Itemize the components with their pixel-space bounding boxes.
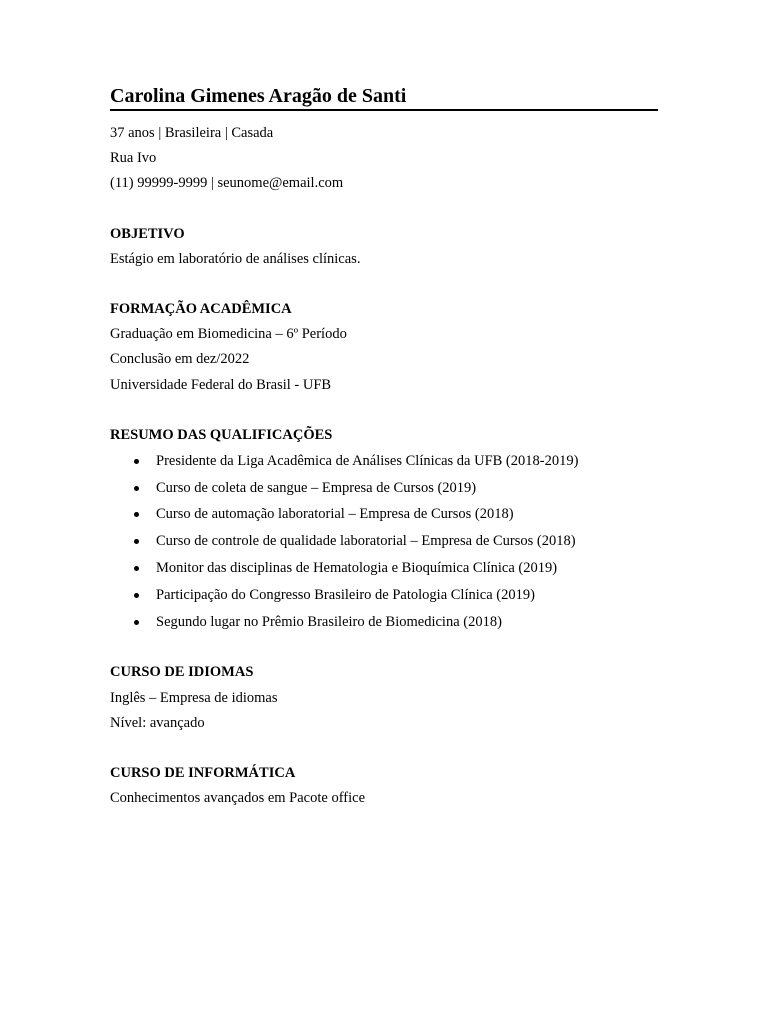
idiomas-line: Inglês – Empresa de idiomas (110, 689, 278, 706)
list-item (110, 475, 658, 502)
informatica-text: Conhecimentos avançados em Pacote office (110, 790, 366, 807)
list-item-text: Curso de coleta de sangue – Empresa de Cursos (2019) (156, 479, 477, 496)
bullet-icon (134, 593, 139, 598)
contact-info: (11) 99999-9999 | seunome@email.com (110, 175, 344, 192)
list-item-text: Presidente da Liga Acadêmica de Análises Clínicas da UFB (2018-2019) (156, 452, 579, 469)
resume-page (110, 84, 658, 811)
informatica-section (110, 761, 658, 811)
qualificacoes-list (110, 448, 658, 636)
formacao-section (110, 297, 658, 398)
formacao-title: FORMAÇÃO ACADÊMICA (110, 300, 292, 317)
list-item-text: Participação do Congresso Brasileiro de Patologia Clínica (2019) (156, 586, 535, 603)
bullet-icon (134, 566, 139, 571)
list-item (110, 448, 658, 475)
informatica-title: CURSO DE INFORMÁTICA (110, 765, 296, 782)
qualificacoes-section (110, 423, 658, 636)
list-item-text: Curso de automação laboratorial – Empresa de Cursos (2018) (156, 506, 514, 523)
objetivo-title: OBJETIVO (110, 225, 185, 242)
list-item-text: Segundo lugar no Prêmio Brasileiro de Biomedicina (2018) (156, 613, 502, 630)
formacao-line: Graduação em Biomedicina – 6º Período (110, 326, 347, 343)
formacao-line: Universidade Federal do Brasil - UFB (110, 376, 332, 393)
resume-name: Carolina Gimenes Aragão de Santi (110, 84, 658, 111)
idiomas-line: Nível: avançado (110, 714, 205, 731)
objetivo-section (110, 222, 658, 272)
bullet-icon (134, 486, 139, 491)
idiomas-title: CURSO DE IDIOMAS (110, 664, 254, 681)
personal-info-block (110, 121, 658, 197)
formacao-line: Conclusão em dez/2022 (110, 351, 250, 368)
bullet-icon (134, 539, 139, 544)
list-item (110, 609, 658, 636)
list-item-text: Monitor das disciplinas de Hematologia e Bioquímica Clínica (2019) (156, 560, 558, 577)
objetivo-text: Estágio em laboratório de análises clínicas. (110, 250, 361, 267)
bullet-icon (134, 512, 139, 517)
list-item (110, 582, 658, 609)
idiomas-section (110, 660, 658, 736)
list-item (110, 555, 658, 582)
qualificacoes-title: RESUMO DAS QUALIFICAÇÕES (110, 426, 333, 443)
bullet-icon (134, 620, 139, 625)
list-item (110, 528, 658, 555)
list-item (110, 501, 658, 528)
address: Rua Ivo (110, 150, 157, 167)
bullet-icon (134, 459, 139, 464)
personal-info: 37 anos | Brasileira | Casada (110, 125, 274, 141)
list-item-text: Curso de controle de qualidade laboratorial – Empresa de Cursos (2018) (156, 533, 576, 550)
